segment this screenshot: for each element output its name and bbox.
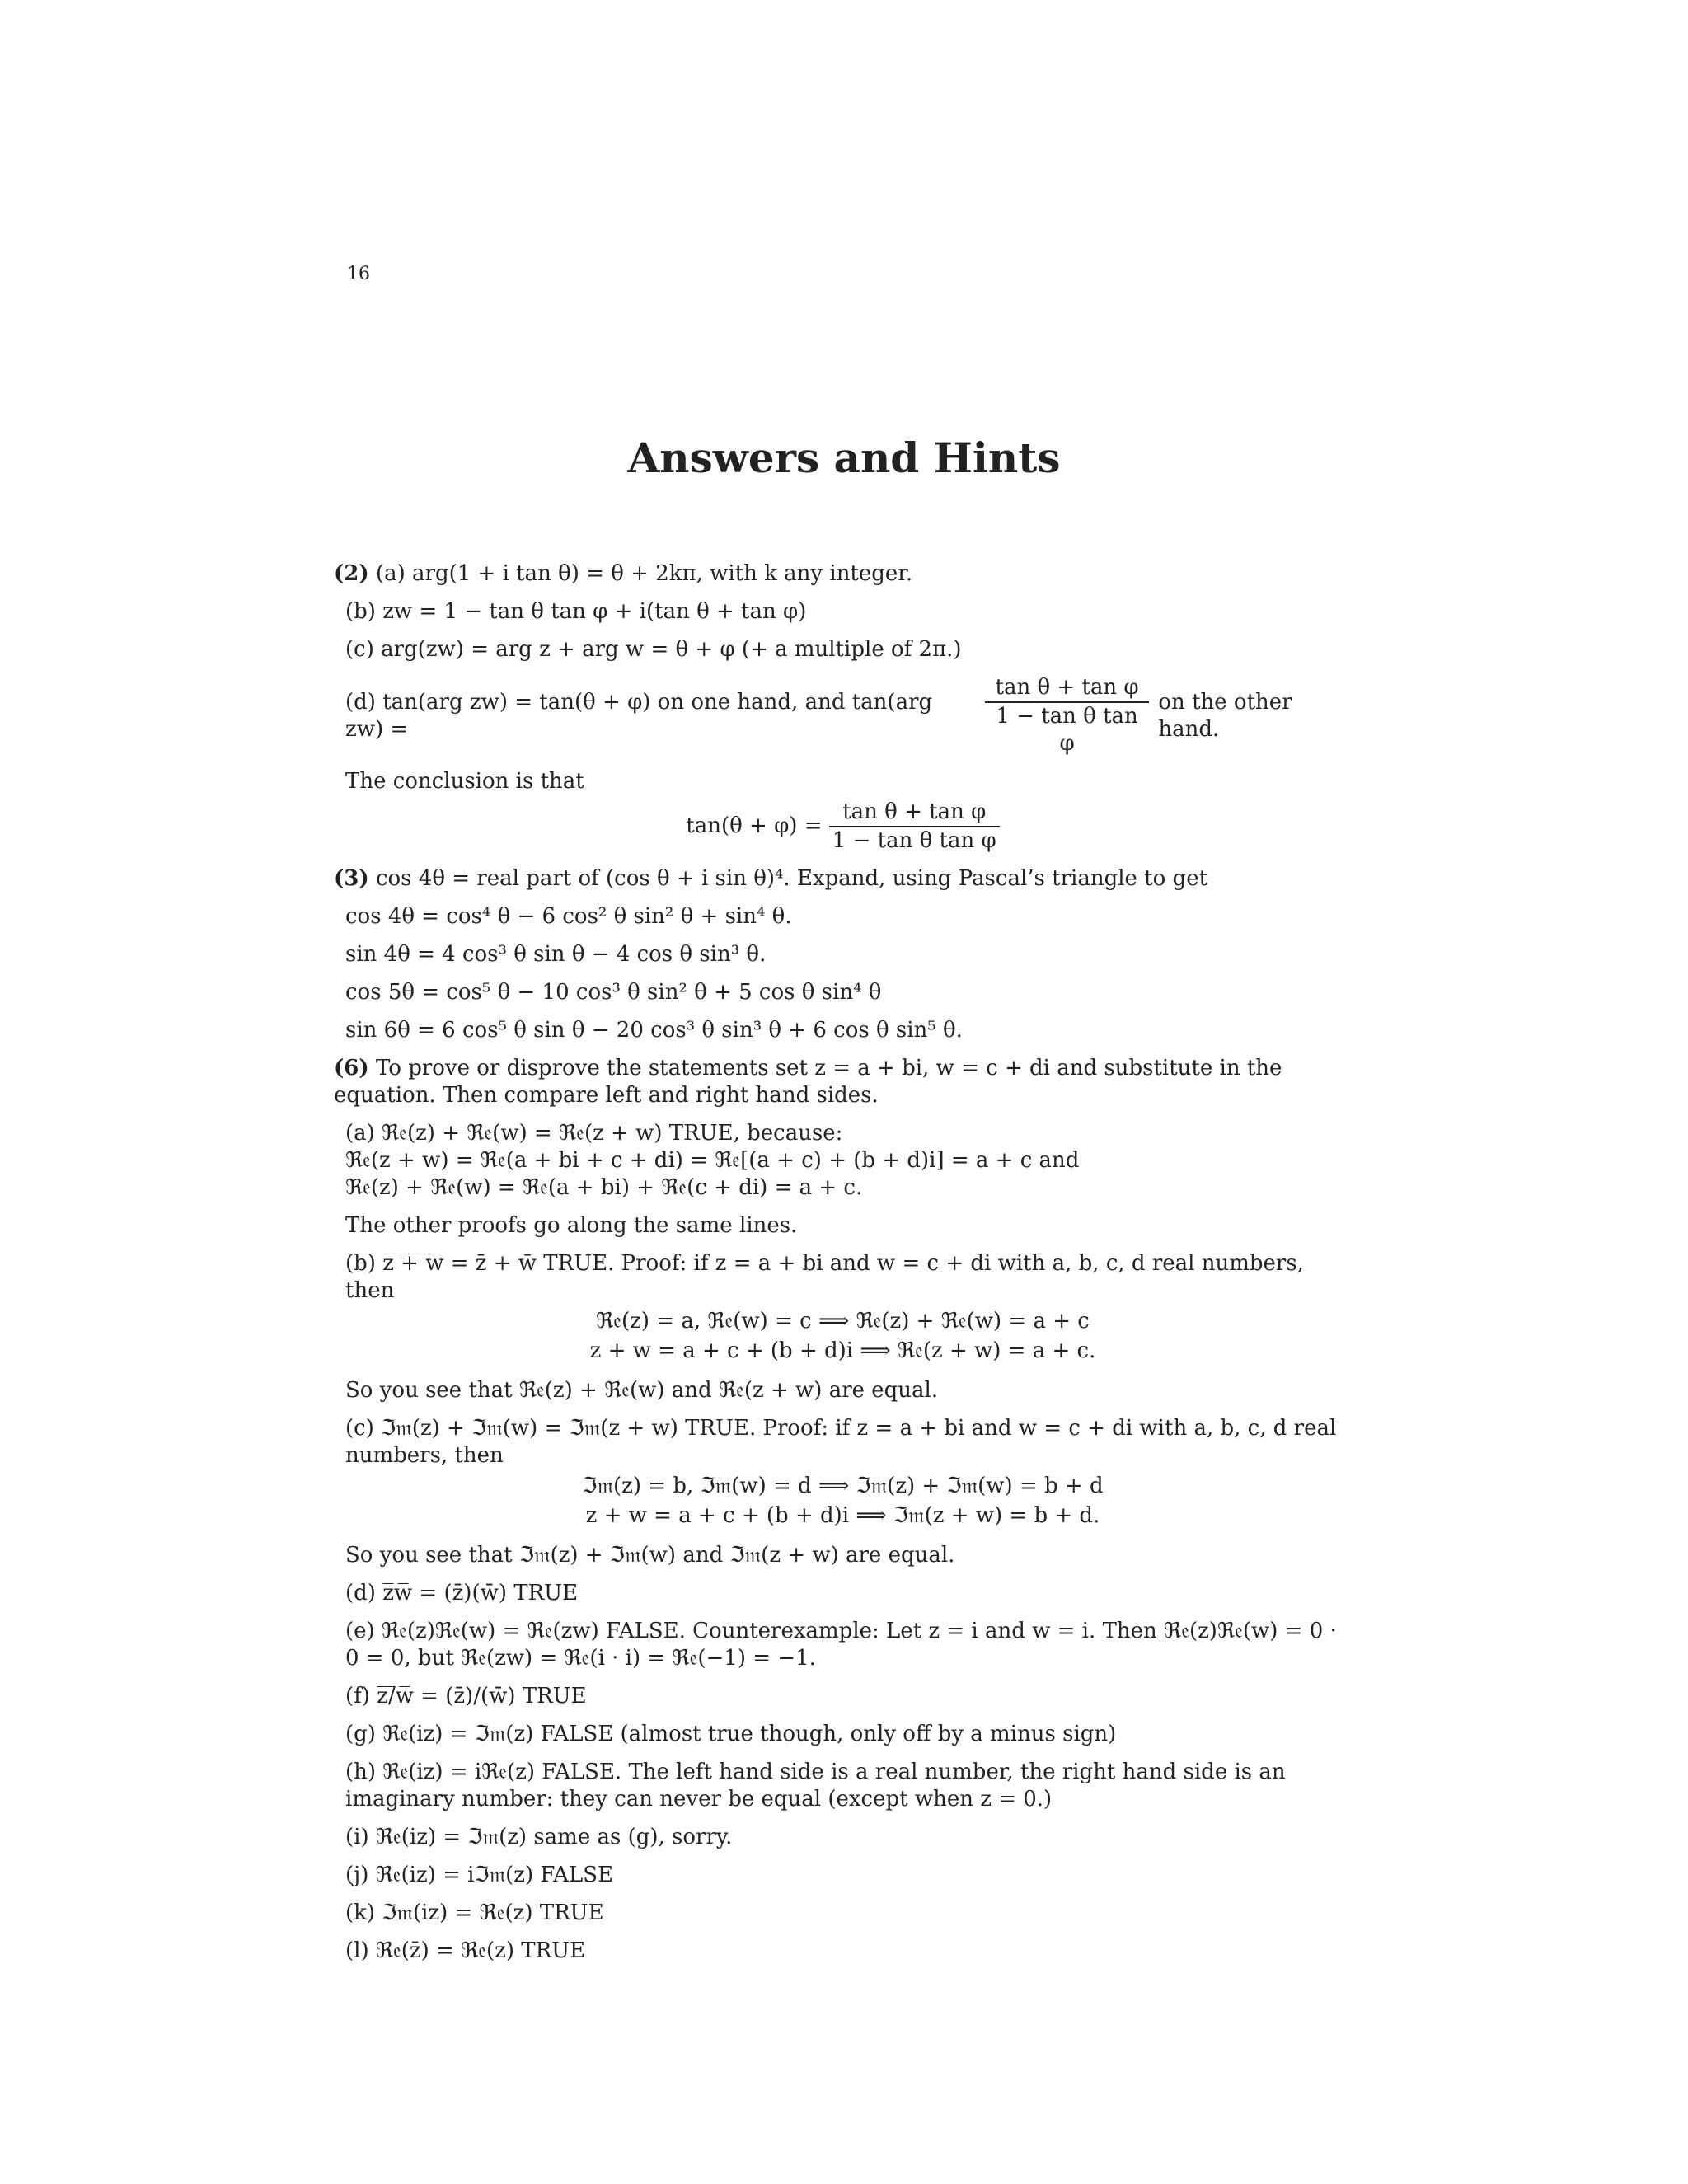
formula-sin6: sin 6θ = 6 cos⁵ θ sin θ − 20 cos³ θ sin³ θ + 6 cos θ sin⁵ θ. xyxy=(345,1018,963,1043)
formula-sin4: sin 4θ = 4 cos³ θ sin θ − 4 cos θ sin³ θ. xyxy=(345,942,767,967)
section-2-part-c: (c) arg(zw) = arg z + arg w = θ + φ (+ a multiple of 2π.) xyxy=(345,637,962,662)
section-6-part-l: (l) ℜ𝔢(z̄) = ℜ𝔢(z) TRUE xyxy=(345,1938,586,1963)
section-3-intro xyxy=(334,865,1352,893)
section-6-part-c-conclusion: So you see that ℑ𝔪(z) + ℑ𝔪(w) and ℑ𝔪(z + w) are equal. xyxy=(345,1543,955,1568)
fraction xyxy=(985,674,1149,757)
page-title: Answers and Hints xyxy=(627,434,1061,482)
equation-line: z + w = a + c + (b + d)i ⟹ ℜ𝔢(z + w) = a + c. xyxy=(589,1338,1096,1363)
section-6-part-h: (h) ℜ𝔢(iz) = iℜ𝔢(z) FALSE. The left hand side is a real number, the right hand side is an imaginary number: they can never be equal (except when z = 0.) xyxy=(345,1760,1286,1811)
answer-text: (d) tan(arg zw) = tan(θ + φ) on one hand, and tan(arg zw) = xyxy=(345,689,933,742)
section-number: (6) xyxy=(334,1056,369,1080)
fraction-denominator: 1 − tan θ tan φ xyxy=(996,704,1138,756)
display-equations-b xyxy=(334,1308,1352,1367)
answer-line: ℜ𝔢(z + w) = ℜ𝔢(a + bi + c + di) = ℜ𝔢[(a + c) + (b + d)i] = a + c and xyxy=(345,1148,1080,1173)
section-6-part-b: (b) z̅ ̅+̅ ̅w̅ = z̄ + w̄ TRUE. Proof: if z = a + bi and w = c + di with a, b, c, d real numbers, then xyxy=(345,1251,1304,1303)
other-proofs-text: The other proofs go along the same lines. xyxy=(345,1213,798,1238)
answers-content xyxy=(334,560,1352,1975)
section-6-part-k: (k) ℑ𝔪(iz) = ℜ𝔢(z) TRUE xyxy=(345,1900,604,1925)
conclusion-text: The conclusion is that xyxy=(345,769,584,794)
answer-text: on the other hand. xyxy=(1158,689,1292,742)
section-6-part-c: (c) ℑ𝔪(z) + ℑ𝔪(w) = ℑ𝔪(z + w) TRUE. Proof: if z = a + bi and w = c + di with a, b, c, d real numbers, then xyxy=(345,1416,1337,1468)
section-6-intro xyxy=(334,1055,1352,1109)
answer-text: (a) arg(1 + i tan θ) = θ + 2kπ, with k any integer. xyxy=(375,561,913,586)
section-6-part-i: (i) ℜ𝔢(iz) = ℑ𝔪(z) same as (g), sorry. xyxy=(345,1825,733,1849)
section-number: (2) xyxy=(334,561,369,586)
section-6-part-j: (j) ℜ𝔢(iz) = iℑ𝔪(z) FALSE xyxy=(345,1863,614,1887)
section-6-part-a xyxy=(345,1120,1352,1202)
equation-line: ℑ𝔪(z) = b, ℑ𝔪(w) = d ⟹ ℑ𝔪(z) + ℑ𝔪(w) = b + d xyxy=(582,1474,1104,1498)
formula-cos5: cos 5θ = cos⁵ θ − 10 cos³ θ sin² θ + 5 cos θ sin⁴ θ xyxy=(345,980,882,1005)
display-equations-c xyxy=(334,1473,1352,1532)
section-2-part-d xyxy=(345,674,1352,757)
section-6-part-e: (e) ℜ𝔢(z)ℜ𝔢(w) = ℜ𝔢(zw) FALSE. Counterexample: Let z = i and w = i. Then ℜ𝔢(z)ℜ𝔢(w) = 0 · 0 = 0, but ℜ𝔢(zw) = ℜ𝔢(i · i) = ℜ𝔢(−1) = −1. xyxy=(345,1619,1337,1671)
answer-text: cos 4θ = real part of (cos θ + i sin θ)⁴. Expand, using Pascal’s triangle to get xyxy=(375,866,1208,891)
fraction-denominator: 1 − tan θ tan φ xyxy=(832,828,996,853)
fraction xyxy=(829,799,1000,855)
fraction-numerator: tan θ + tan φ xyxy=(985,674,1149,703)
answer-line: (a) ℜ𝔢(z) + ℜ𝔢(w) = ℜ𝔢(z + w) TRUE, because: xyxy=(345,1121,843,1146)
display-equation xyxy=(334,799,1352,855)
page-number: 16 xyxy=(347,264,370,284)
answer-line: ℜ𝔢(z) + ℜ𝔢(w) = ℜ𝔢(a + bi) + ℜ𝔢(c + di) = a + c. xyxy=(345,1175,863,1200)
section-6-part-b-conclusion: So you see that ℜ𝔢(z) + ℜ𝔢(w) and ℜ𝔢(z + w) are equal. xyxy=(345,1378,939,1403)
fraction-numerator: tan θ + tan φ xyxy=(829,799,1000,827)
section-2-part-b: (b) zw = 1 − tan θ tan φ + i(tan θ + tan φ) xyxy=(345,599,807,624)
equation-left: tan(θ + φ) = xyxy=(686,813,823,838)
equation-line: ℜ𝔢(z) = a, ℜ𝔢(w) = c ⟹ ℜ𝔢(z) + ℜ𝔢(w) = a + c xyxy=(596,1309,1090,1333)
section-number: (3) xyxy=(334,866,369,891)
section-2-part-a xyxy=(334,560,1352,588)
section-6-part-f: (f) z̅/̅w̅ = (z̄)/(w̄) TRUE xyxy=(345,1684,587,1708)
section-6-part-g: (g) ℜ𝔢(iz) = ℑ𝔪(z) FALSE (almost true though, only off by a minus sign) xyxy=(345,1722,1117,1746)
section-6-part-d: (d) z̅w̅ = (z̄)(w̄) TRUE xyxy=(345,1581,579,1605)
formula-cos4: cos 4θ = cos⁴ θ − 6 cos² θ sin² θ + sin⁴ θ. xyxy=(345,904,792,929)
equation-line: z + w = a + c + (b + d)i ⟹ ℑ𝔪(z + w) = b + d. xyxy=(585,1503,1100,1528)
answer-text: To prove or disprove the statements set z = a + bi, w = c + di and substitute in the equation. Then compare left and right hand sides. xyxy=(334,1056,1282,1108)
